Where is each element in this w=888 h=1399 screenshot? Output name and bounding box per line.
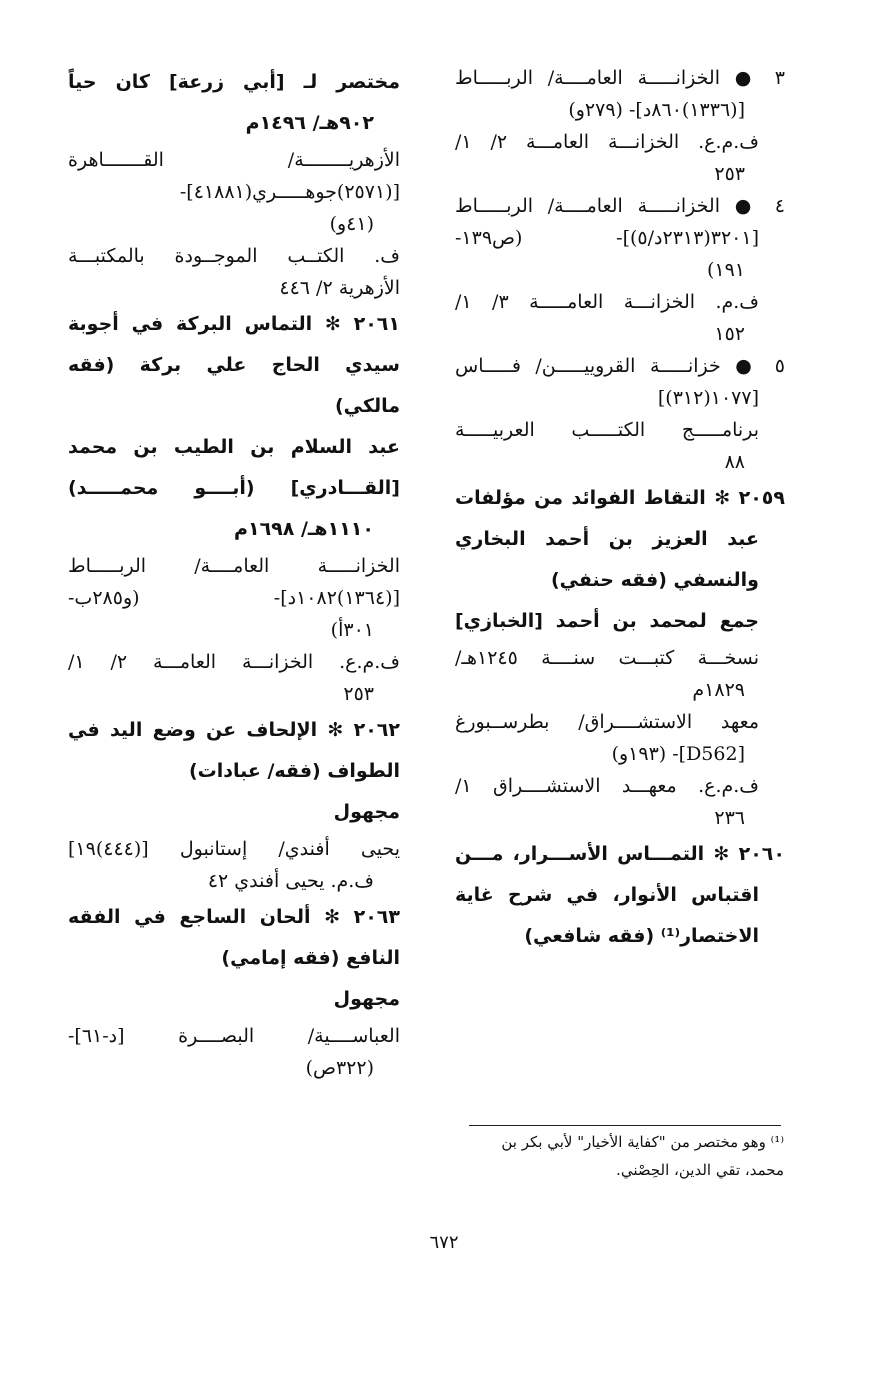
- left-column-line: ٢٠٦٣ ✻ ألحان الساجع في الفقه: [68, 906, 400, 928]
- left-column-line: (٣٢٢ص): [305, 1057, 374, 1079]
- page-number: ٦٧٢: [429, 1232, 459, 1253]
- left-column-line: مالكي): [335, 395, 400, 417]
- right-column-line: جمع لمحمد بن أحمد [الخبازي]: [455, 610, 759, 632]
- left-column-line: النافع (فقه إمامي): [221, 947, 400, 969]
- right-column-line: [١٠٧٧(٣١٢)]: [657, 387, 759, 409]
- left-column-line: ف.م.ع. الخزانـــة العامـــة ٢/ ١/: [68, 651, 400, 673]
- left-column-line: ف. الكتــب الموجــودة بالمكتبـــة: [68, 245, 400, 267]
- footnote-line: محمد، تقي الدين، الحِصْني.: [616, 1161, 784, 1179]
- right-column-line: ف.م. الخزانـــة العامـــــة ٣/ ١/: [455, 291, 759, 313]
- left-column-line: ٣٠١أ): [330, 619, 374, 641]
- left-column-line: [(١٣٦٤)١٠٨٢د]- (و٢٨٥ب-: [68, 587, 400, 609]
- footnote-line: ⁽¹⁾ وهو مختصر من "كفاية الأخيار" لأبي بكر بن: [501, 1133, 784, 1151]
- left-column-line: مجهول: [333, 801, 400, 823]
- left-column-line: [(٢٥٧١)جوهـــــري(٤١٨٨١]-: [179, 181, 400, 203]
- right-column-line: ١٥٢: [714, 323, 745, 345]
- left-column-line: [القـــادري] (أبــــو محمـــــد): [68, 477, 400, 499]
- right-column-line: عبد العزيز بن أحمد البخاري: [455, 528, 759, 550]
- right-column-line: والنسفي (فقه حنفي): [550, 569, 759, 591]
- right-column-line: ٢٠٦٠ ✻ التمـــاس الأســـرار، مـــن: [455, 843, 785, 865]
- right-column-line: ٣ ● الخزانـــــة العامــــة/ الربـــــاط: [455, 67, 785, 89]
- right-column-line: ٢٥٣: [714, 163, 745, 185]
- right-column-line: ف.م.ع. الخزانـــة العامـــة ٢/ ١/: [455, 131, 759, 153]
- left-column-line: الأزهريــــــــة/ القـــــــاهرة: [68, 149, 400, 171]
- footnote-separator: [469, 1125, 781, 1126]
- right-column-line: [٣٢٠١(٢٣١٣د/٥)]- (ص١٣٩-: [455, 227, 759, 249]
- right-column-line: [D562]- (١٩٣و): [611, 743, 745, 765]
- right-column-line: [(١٣٣٦)٨٦٠د]- (٢٧٩و): [568, 99, 745, 121]
- left-column-line: الطواف (فقه/ عبادات): [188, 760, 400, 782]
- left-column-line: يحيى أفندي/ إستانبول [(٤٤٤)١٩]: [68, 838, 400, 860]
- left-column-line: عبد السلام بن الطيب بن محمد: [68, 436, 400, 458]
- right-column-line: ١٩١): [706, 259, 745, 281]
- left-column: [68, 62, 400, 1084]
- right-column-line: اقتباس الأنوار، في شرح غاية: [455, 884, 759, 906]
- left-column-line: مختصر لـ [أبي زرعة] كان حياً: [68, 71, 400, 93]
- right-column-line: ٤ ● الخزانـــــة العامــــة/ الربـــــاط: [455, 195, 785, 217]
- left-column-line: ٢٥٣: [343, 683, 374, 705]
- right-column-line: معهد الاستشــــراق/ بطرســبورغ: [455, 711, 759, 733]
- right-column-line: ٥ ● خزانـــــة القروييـــــن/ فـــــاس: [455, 355, 785, 377]
- right-column-line: نسخـــة كتبـــت سنــــة ١٢٤٥هـ/: [455, 647, 759, 669]
- left-column-line: الأزهرية ٢/ ٤٤٦: [279, 277, 400, 299]
- right-column-line: ١٨٢٩م: [692, 679, 745, 701]
- left-column-line: الخزانـــــة العامــــة/ الربـــــاط: [68, 555, 400, 577]
- left-column-line: سيدي الحاج علي بركة (فقه: [68, 354, 400, 376]
- right-column-line: ٢٣٦: [714, 807, 745, 829]
- right-column-line: برنامـــــج الكتـــــب العربيـــــة: [455, 419, 759, 441]
- left-column-line: (٤١و): [329, 213, 374, 235]
- footnote: [456, 1128, 784, 1184]
- right-column-line: ٢٠٥٩ ✻ التقاط الفوائد من مؤلفات: [455, 487, 785, 509]
- left-column-line: ٩٠٢هـ/ ١٤٩٦م: [245, 112, 374, 134]
- right-column: [455, 62, 785, 957]
- left-column-line: ف.م. يحيى أفندي ٤٢: [207, 870, 374, 892]
- right-column-line: ف.م.ع. معهـــد الاستشــــراق ١/: [455, 775, 759, 797]
- left-column-line: العباســــية/ البصــــرة [د-٦١]-: [68, 1025, 400, 1047]
- left-column-line: مجهول: [333, 988, 400, 1010]
- right-column-line: ٨٨: [724, 451, 745, 473]
- left-column-line: ١١١٠هـ/ ١٦٩٨م: [234, 518, 374, 540]
- left-column-line: ٢٠٦١ ✻ التماس البركة في أجوبة: [68, 313, 400, 335]
- left-column-line: ٢٠٦٢ ✻ الإلحاف عن وضع اليد في: [68, 719, 400, 741]
- right-column-line: الاختصار⁽¹⁾ (فقه شافعي): [524, 925, 759, 947]
